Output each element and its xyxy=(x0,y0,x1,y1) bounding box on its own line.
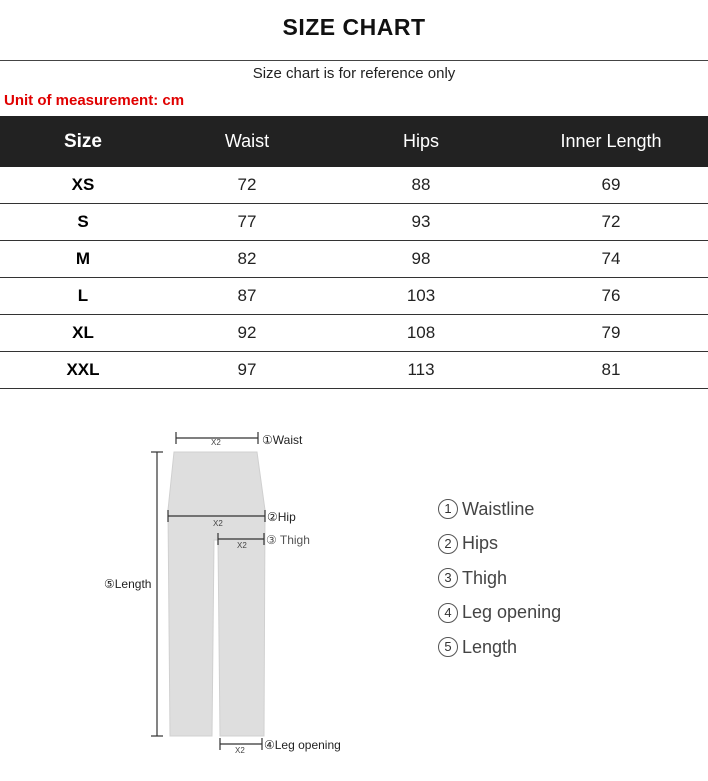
reference-note: Size chart is for reference only xyxy=(252,65,456,82)
legend-label: Leg opening xyxy=(462,602,562,623)
legend-label: Thigh xyxy=(462,567,508,588)
length-measure-line xyxy=(151,452,163,736)
unit-note: Unit of measurement: cm xyxy=(4,92,185,109)
waist-cell: 77 xyxy=(166,204,328,241)
inner-length-cell: 81 xyxy=(514,352,708,389)
size-cell: XS xyxy=(0,167,166,204)
waist-x2-label: X2 xyxy=(211,438,221,447)
waist-callout: ①Waist xyxy=(262,433,303,447)
table-row xyxy=(0,167,708,204)
inner-length-cell: 79 xyxy=(514,315,708,352)
legend-item xyxy=(438,630,561,665)
thigh-x2-label: X2 xyxy=(237,541,247,550)
table-row xyxy=(0,315,708,352)
legend-label: Length xyxy=(462,636,518,657)
table-row xyxy=(0,352,708,389)
hips-cell: 108 xyxy=(328,315,514,352)
inner-length-cell: 69 xyxy=(514,167,708,204)
size-cell: M xyxy=(0,241,166,278)
size-cell: S xyxy=(0,204,166,241)
size-cell: L xyxy=(0,278,166,315)
size-cell: XXL xyxy=(0,352,166,389)
hip-callout: ②Hip xyxy=(267,510,296,524)
length-callout: ⑤Length xyxy=(104,577,152,591)
column-header-inner-length: Inner Length xyxy=(514,116,708,167)
hips-cell: 93 xyxy=(328,204,514,241)
legend-item xyxy=(438,596,561,631)
thigh-callout: ③ Thigh xyxy=(266,533,310,547)
inner-length-cell: 72 xyxy=(514,204,708,241)
inner-length-cell: 76 xyxy=(514,278,708,315)
hips-cell: 113 xyxy=(328,352,514,389)
legend-label: Waistline xyxy=(462,498,535,519)
table-header-row xyxy=(0,116,708,167)
hips-cell: 98 xyxy=(328,241,514,278)
page-title: SIZE CHART xyxy=(282,14,426,40)
pants-measurement-diagram xyxy=(0,400,708,781)
waist-cell: 92 xyxy=(166,315,328,352)
hip-x2-label: X2 xyxy=(213,519,223,528)
column-header-size: Size xyxy=(0,116,166,167)
column-header-hips: Hips xyxy=(328,116,514,167)
column-header-waist: Waist xyxy=(166,116,328,167)
legend-label: Hips xyxy=(462,533,499,554)
legend-item xyxy=(438,527,561,562)
number-5-icon: 5 xyxy=(438,637,458,657)
number-2-icon: 2 xyxy=(438,534,458,554)
table-row xyxy=(0,278,708,315)
number-4-icon: 4 xyxy=(438,603,458,623)
leg-opening-x2-label: X2 xyxy=(235,746,245,755)
waist-cell: 97 xyxy=(166,352,328,389)
inner-length-cell: 74 xyxy=(514,241,708,278)
table-row xyxy=(0,241,708,278)
leg-opening-callout: ④Leg opening xyxy=(264,738,341,752)
size-table xyxy=(0,116,708,389)
hips-cell: 103 xyxy=(328,278,514,315)
measurement-legend xyxy=(438,492,561,665)
hips-cell: 88 xyxy=(328,167,514,204)
number-1-icon: 1 xyxy=(438,499,458,519)
waist-cell: 82 xyxy=(166,241,328,278)
waist-cell: 72 xyxy=(166,167,328,204)
number-3-icon: 3 xyxy=(438,568,458,588)
legend-item xyxy=(438,492,561,527)
legend-item xyxy=(438,561,561,596)
size-cell: XL xyxy=(0,315,166,352)
waist-cell: 87 xyxy=(166,278,328,315)
table-row xyxy=(0,204,708,241)
pants-silhouette xyxy=(168,452,265,736)
title-divider xyxy=(0,60,708,61)
